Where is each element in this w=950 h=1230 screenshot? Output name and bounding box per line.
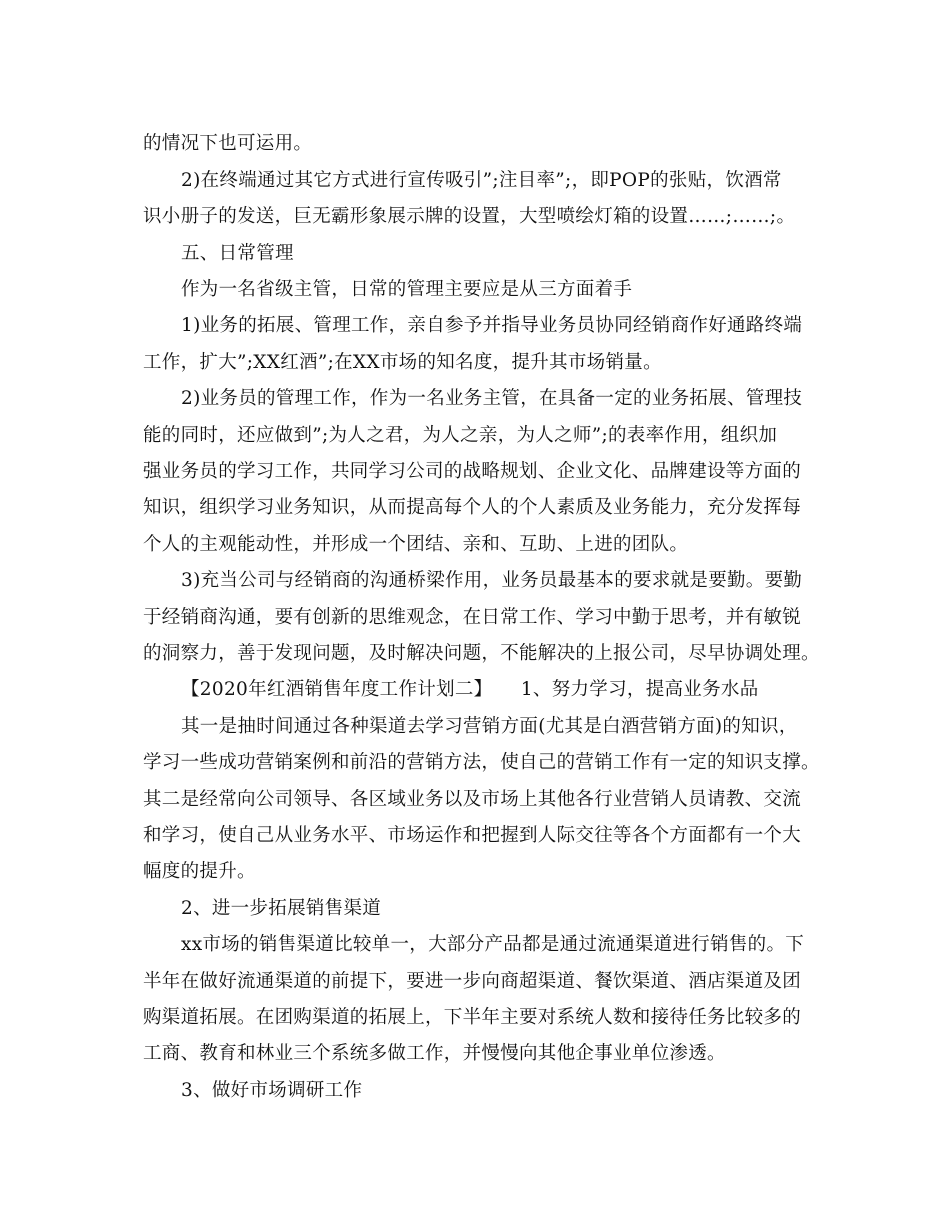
section-heading: 五、日常管理: [181, 243, 294, 264]
section-heading: 2、进一步拓展销售渠道: [181, 898, 382, 919]
text-line: 幅度的提升。: [143, 861, 256, 882]
text-line: 和学习，使自己从业务水平、市场运作和把握到人际交往等各个方面都有一个大: [143, 825, 802, 846]
text-line: xx市场的销售渠道比较单一，大部分产品都是通过流通渠道进行销售的。下: [181, 934, 805, 955]
text-line: 的洞察力，善于发现问题，及时解决问题，不能解决的上报公司，尽早协调处理。: [143, 643, 820, 664]
text-line: 能的同时，还应做到”;为人之君，为人之亲，为人之师”;的表率作用，组织加: [143, 425, 778, 446]
text-line: 强业务员的学习工作，共同学习公司的战略规划、企业文化、品牌建设等方面的: [143, 461, 802, 482]
text-line: 的情况下也可运用。: [143, 133, 313, 154]
text-line: 购渠道拓展。在团购渠道的拓展上，下半年主要对系统人数和接待任务比较多的: [143, 1007, 802, 1028]
text-line: 识小册子的发送，巨无霸形象展示牌的设置，大型喷绘灯箱的设置……;……;。: [143, 206, 796, 227]
text-line: 于经销商沟通，要有创新的思维观念，在日常工作、学习中勤于思考，并有敏锐: [143, 607, 802, 628]
section-heading: 【2020年红酒销售年度工作计划二】 1、努力学习，提高业务水品: [181, 679, 759, 700]
text-line: 个人的主观能动性，并形成一个团结、亲和、互助、上进的团队。: [143, 534, 689, 555]
text-line: 工商、教育和林业三个系统多做工作，并慢慢向其他企事业单位渗透。: [143, 1043, 726, 1064]
section-heading: 3、做好市场调研工作: [181, 1080, 363, 1101]
text-line: 2)业务员的管理工作，作为一名业务主管，在具备一定的业务拓展、管理技: [181, 388, 803, 409]
text-line: 1)业务的拓展、管理工作，亲自参予并指导业务员协同经销商作好通路终端: [181, 315, 803, 336]
text-line: 学习一些成功营销案例和前沿的营销方法，使自己的营销工作有一定的知识支撑。: [143, 752, 820, 773]
text-line: 半年在做好流通渠道的前提下，要进一步向商超渠道、餐饮渠道、酒店渠道及团: [143, 971, 802, 992]
text-line: 知识，组织学习业务知识，从而提高每个人的个人素质及业务能力，充分发挥每: [143, 497, 802, 518]
text-line: 其二是经常向公司领导、各区域业务以及市场上其他各行业营销人员请教、交流: [143, 789, 802, 810]
text-line: 作为一名省级主管，日常的管理主要应是从三方面着手: [181, 279, 633, 300]
text-line: 3)充当公司与经销商的沟通桥梁作用，业务员最基本的要求就是要勤。要勤: [181, 570, 803, 591]
text-line: 2)在终端通过其它方式进行宣传吸引”;注目率”;，即POP的张贴，饮酒常: [181, 170, 782, 191]
text-line: 其一是抽时间通过各种渠道去学习营销方面(尤其是白酒营销方面)的知识，: [181, 716, 798, 737]
text-line: 工作，扩大”;XX红酒”;在XX市场的知名度，提升其市场销量。: [143, 352, 662, 373]
